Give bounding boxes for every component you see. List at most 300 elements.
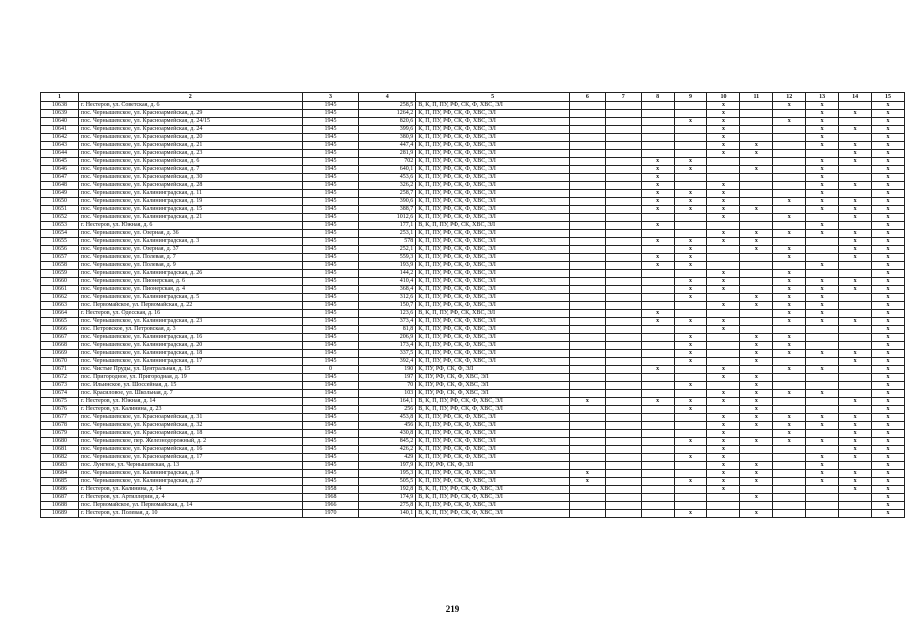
mark-cell — [773, 454, 806, 462]
year-cell: 1945 — [302, 462, 359, 470]
mark-cell: x — [707, 150, 740, 158]
mark-cell: x — [707, 302, 740, 310]
year-cell: 1945 — [302, 174, 359, 182]
address-cell: пос. Чистые Пруды, ул. Центральная, д. 15 — [78, 366, 302, 374]
mark-cell — [773, 486, 806, 494]
mark-cell: x — [707, 478, 740, 486]
mark-cell — [740, 198, 773, 206]
year-cell: 1945 — [302, 294, 359, 302]
mark-cell: x — [740, 470, 773, 478]
mark-cell: x — [707, 438, 740, 446]
mark-cell — [740, 502, 773, 510]
mark-cell — [773, 206, 806, 214]
mark-cell — [605, 110, 641, 118]
table-row — [41, 270, 905, 278]
mark-cell: x — [641, 254, 674, 262]
mark-cell: x — [806, 286, 839, 294]
mark-cell: x — [839, 158, 872, 166]
mark-cell — [707, 406, 740, 414]
mark-cell — [641, 126, 674, 134]
systems-cell: К, П, ПУ, РФ, СК, Ф, ХВС, ЭЛ — [416, 262, 570, 270]
mark-cell — [839, 462, 872, 470]
address-cell: пос. Чернышевское, ул. Калининградская, д. 18 — [78, 350, 302, 358]
mark-cell — [569, 206, 605, 214]
year-cell: 1945 — [302, 446, 359, 454]
mark-cell — [773, 326, 806, 334]
mark-cell — [773, 462, 806, 470]
systems-cell: К, П, ПУ, РФ, СК, Ф, ХВС, ЭЛ — [416, 198, 570, 206]
year-cell: 1966 — [302, 502, 359, 510]
mark-cell — [605, 134, 641, 142]
mark-cell — [605, 438, 641, 446]
register-table-body — [41, 102, 905, 518]
mark-cell — [707, 502, 740, 510]
systems-cell: К, П, ПУ, РФ, СК, Ф, ХВС, ЭЛ — [416, 294, 570, 302]
mark-cell: x — [839, 246, 872, 254]
record-number-cell: 10648 — [41, 182, 79, 190]
mark-cell — [605, 270, 641, 278]
mark-cell — [773, 494, 806, 502]
year-cell: 1945 — [302, 270, 359, 278]
systems-cell: К, П, ПУ, РФ, СК, Ф, ХВС, ЭЛ — [416, 470, 570, 478]
mark-cell — [641, 214, 674, 222]
mark-cell: x — [872, 438, 905, 446]
mark-cell: x — [740, 302, 773, 310]
address-cell: пос. Чернышевское, ул. Озерная, д. 36 — [78, 230, 302, 238]
mark-cell — [839, 326, 872, 334]
mark-cell: x — [641, 398, 674, 406]
mark-cell — [641, 102, 674, 110]
year-cell: 1945 — [302, 134, 359, 142]
area-cell: 1012,6 — [359, 214, 416, 222]
table-row — [41, 294, 905, 302]
record-number-cell: 10665 — [41, 318, 79, 326]
mark-cell: x — [707, 238, 740, 246]
mark-cell: x — [707, 486, 740, 494]
table-row — [41, 406, 905, 414]
year-cell: 1945 — [302, 278, 359, 286]
mark-cell: x — [707, 214, 740, 222]
column-number-header: 15 — [872, 93, 905, 102]
mark-cell — [569, 502, 605, 510]
systems-cell: К, П, ПУ, РФ, СК, Ф, ХВС, ЭЛ — [416, 422, 570, 430]
systems-cell: К, П, ПУ, РФ, СК, Ф, ХВС, ЭЛ — [416, 430, 570, 438]
column-number-header: 2 — [78, 93, 302, 102]
column-number-header: 3 — [302, 93, 359, 102]
mark-cell: x — [839, 454, 872, 462]
year-cell: 1945 — [302, 102, 359, 110]
mark-cell: x — [707, 102, 740, 110]
mark-cell: x — [674, 350, 707, 358]
mark-cell: x — [872, 302, 905, 310]
mark-cell — [740, 318, 773, 326]
record-number-cell: 10669 — [41, 350, 79, 358]
systems-cell: К, П, ПУ, РФ, СК, Ф, ХВС, ЭЛ — [416, 350, 570, 358]
mark-cell: x — [872, 158, 905, 166]
mark-cell: x — [641, 318, 674, 326]
mark-cell: x — [806, 174, 839, 182]
record-number-cell: 10677 — [41, 414, 79, 422]
mark-cell — [806, 502, 839, 510]
address-cell: пос. Чернышевское, ул. Красноармейская, д. 17 — [78, 454, 302, 462]
mark-cell: x — [806, 366, 839, 374]
mark-cell: x — [806, 462, 839, 470]
address-cell: пос. Чернышевское, ул. Калининградская, д. 15 — [78, 206, 302, 214]
mark-cell — [740, 214, 773, 222]
mark-cell: x — [872, 198, 905, 206]
mark-cell — [674, 486, 707, 494]
mark-cell: x — [839, 142, 872, 150]
record-number-cell: 10654 — [41, 230, 79, 238]
table-row — [41, 462, 905, 470]
systems-cell: К, П, ПУ, РФ, СК, Ф, ХВС, ЭЛ — [416, 342, 570, 350]
mark-cell — [674, 102, 707, 110]
mark-cell: x — [872, 118, 905, 126]
area-cell: 192,8 — [359, 486, 416, 494]
mark-cell: x — [674, 278, 707, 286]
column-number-header: 14 — [839, 93, 872, 102]
mark-cell: x — [872, 246, 905, 254]
mark-cell: x — [569, 478, 605, 486]
mark-cell: x — [872, 214, 905, 222]
area-cell: 197,9 — [359, 462, 416, 470]
mark-cell — [839, 406, 872, 414]
mark-cell — [641, 446, 674, 454]
mark-cell: x — [773, 334, 806, 342]
mark-cell — [569, 310, 605, 318]
area-cell: 177,1 — [359, 222, 416, 230]
mark-cell — [569, 326, 605, 334]
year-cell: 1958 — [302, 486, 359, 494]
table-row — [41, 398, 905, 406]
year-cell: 1945 — [302, 190, 359, 198]
area-cell: 388,7 — [359, 206, 416, 214]
mark-cell: x — [872, 110, 905, 118]
mark-cell — [839, 510, 872, 518]
mark-cell — [641, 302, 674, 310]
mark-cell — [641, 350, 674, 358]
address-cell: пос. Чернышевское, ул. Калининградская, д. 23 — [78, 318, 302, 326]
mark-cell — [773, 126, 806, 134]
column-number-header: 5 — [416, 93, 570, 102]
systems-cell: К, ПУ, РФ, СК, Ф, ЭЛ — [416, 462, 570, 470]
table-row — [41, 494, 905, 502]
mark-cell — [773, 382, 806, 390]
mark-cell — [641, 470, 674, 478]
mark-cell: x — [773, 254, 806, 262]
mark-cell: x — [839, 198, 872, 206]
mark-cell: x — [641, 166, 674, 174]
area-cell: 430,8 — [359, 430, 416, 438]
address-cell: пос. Чернышевское, ул. Красноармейская, д. 21 — [78, 142, 302, 150]
column-number-header: 11 — [740, 93, 773, 102]
record-number-cell: 10650 — [41, 198, 79, 206]
year-cell: 1945 — [302, 286, 359, 294]
mark-cell: x — [674, 454, 707, 462]
systems-cell: К, П, ПУ, РФ, СК, Ф, ХВС, ЭЛ — [416, 414, 570, 422]
systems-cell: К, П, ПУ, РФ, СК, Ф, ХВС, ЭЛ — [416, 438, 570, 446]
mark-cell: x — [674, 190, 707, 198]
table-row — [41, 430, 905, 438]
address-cell: пос. Чернышевское, ул. Калининградская, д. 27 — [78, 478, 302, 486]
area-cell: 81,8 — [359, 326, 416, 334]
area-cell: 456 — [359, 422, 416, 430]
systems-cell: К, П, ПУ, РФ, СК, Ф, ХВС, ЭЛ — [416, 214, 570, 222]
record-number-cell: 10663 — [41, 302, 79, 310]
area-cell: 326,2 — [359, 182, 416, 190]
mark-cell — [605, 246, 641, 254]
mark-cell — [641, 110, 674, 118]
mark-cell: x — [806, 390, 839, 398]
record-number-cell: 10689 — [41, 510, 79, 518]
mark-cell: x — [674, 510, 707, 518]
address-cell: пос. Первомайское, ул. Первомайская, д. 14 — [78, 502, 302, 510]
systems-cell: К, П, ПУ, РФ, СК, Ф, ХВС, ЭЛ — [416, 302, 570, 310]
mark-cell — [569, 174, 605, 182]
mark-cell — [641, 438, 674, 446]
mark-cell — [605, 174, 641, 182]
mark-cell: x — [641, 366, 674, 374]
mark-cell — [641, 118, 674, 126]
year-cell: 1945 — [302, 254, 359, 262]
mark-cell — [569, 390, 605, 398]
column-number-header: 4 — [359, 93, 416, 102]
mark-cell — [569, 126, 605, 134]
column-number-header: 8 — [641, 93, 674, 102]
mark-cell: x — [839, 110, 872, 118]
area-cell: 164,1 — [359, 398, 416, 406]
mark-cell — [806, 374, 839, 382]
mark-cell — [773, 150, 806, 158]
mark-cell — [773, 446, 806, 454]
mark-cell — [605, 398, 641, 406]
mark-cell — [839, 390, 872, 398]
page-number: 219 — [445, 604, 460, 614]
mark-cell: x — [839, 350, 872, 358]
mark-cell — [740, 222, 773, 230]
mark-cell — [740, 446, 773, 454]
year-cell: 1945 — [302, 238, 359, 246]
mark-cell — [839, 270, 872, 278]
mark-cell: x — [707, 110, 740, 118]
record-number-cell: 10645 — [41, 158, 79, 166]
mark-cell — [605, 294, 641, 302]
systems-cell: К, ПУ, РФ, СК, Ф, ХВС, ЭЛ — [416, 374, 570, 382]
mark-cell: x — [641, 238, 674, 246]
year-cell: 1945 — [302, 198, 359, 206]
mark-cell — [641, 406, 674, 414]
mark-cell — [641, 414, 674, 422]
mark-cell: x — [569, 470, 605, 478]
mark-cell: x — [674, 334, 707, 342]
mark-cell: x — [641, 190, 674, 198]
address-cell: пос. Чернышевское, ул. Калининградская, д. 20 — [78, 342, 302, 350]
mark-cell: x — [806, 134, 839, 142]
mark-cell — [839, 502, 872, 510]
mark-cell: x — [740, 294, 773, 302]
mark-cell — [773, 406, 806, 414]
address-cell: пос. Чернышевское, ул. Красноармейская, д. 32 — [78, 422, 302, 430]
mark-cell: x — [872, 182, 905, 190]
register-table — [40, 92, 905, 518]
year-cell: 1945 — [302, 126, 359, 134]
mark-cell: x — [872, 342, 905, 350]
mark-cell — [641, 270, 674, 278]
mark-cell: x — [773, 118, 806, 126]
mark-cell: x — [773, 366, 806, 374]
mark-cell — [806, 334, 839, 342]
mark-cell — [806, 430, 839, 438]
mark-cell: x — [806, 278, 839, 286]
year-cell: 1945 — [302, 438, 359, 446]
mark-cell: x — [740, 422, 773, 430]
area-cell: 337,5 — [359, 350, 416, 358]
address-cell: пос. Чернышевское, ул. Красноармейская, д. 28 — [78, 182, 302, 190]
table-row — [41, 302, 905, 310]
mark-cell — [605, 102, 641, 110]
area-cell: 1264,2 — [359, 110, 416, 118]
mark-cell: x — [674, 342, 707, 350]
mark-cell — [605, 454, 641, 462]
table-row — [41, 206, 905, 214]
record-number-cell: 10657 — [41, 254, 79, 262]
mark-cell — [674, 174, 707, 182]
mark-cell: x — [740, 382, 773, 390]
year-cell: 1945 — [302, 222, 359, 230]
systems-cell: К, П, ПУ, РФ, СК, Ф, ХВС, ЭЛ — [416, 190, 570, 198]
mark-cell — [641, 510, 674, 518]
mark-cell: x — [707, 182, 740, 190]
record-number-cell: 10659 — [41, 270, 79, 278]
mark-cell: x — [707, 462, 740, 470]
table-row — [41, 174, 905, 182]
mark-cell — [674, 310, 707, 318]
area-cell: 258,5 — [359, 102, 416, 110]
mark-cell: x — [872, 334, 905, 342]
mark-cell — [569, 182, 605, 190]
mark-cell: x — [806, 222, 839, 230]
mark-cell: x — [872, 278, 905, 286]
mark-cell — [641, 278, 674, 286]
mark-cell — [641, 478, 674, 486]
mark-cell: x — [839, 470, 872, 478]
record-number-cell: 10661 — [41, 286, 79, 294]
mark-cell: x — [806, 126, 839, 134]
mark-cell — [605, 262, 641, 270]
record-number-cell: 10682 — [41, 454, 79, 462]
mark-cell — [740, 278, 773, 286]
record-number-cell: 10644 — [41, 150, 79, 158]
mark-cell: x — [773, 438, 806, 446]
mark-cell — [569, 222, 605, 230]
address-cell: г. Нестеров, ул. Полевая, д. 10 — [78, 510, 302, 518]
mark-cell — [605, 510, 641, 518]
table-row — [41, 326, 905, 334]
address-cell: пос. Чернышевское, ул. Красноармейская, д. 29 — [78, 110, 302, 118]
address-cell: г. Нестеров, ул. Южная, д. 14 — [78, 398, 302, 406]
mark-cell — [806, 326, 839, 334]
mark-cell: x — [806, 454, 839, 462]
mark-cell — [773, 158, 806, 166]
systems-cell: В, К, П, ПУ, РФ, СК, ХВС, ЭЛ — [416, 310, 570, 318]
mark-cell: x — [872, 350, 905, 358]
mark-cell — [674, 374, 707, 382]
address-cell: пос. Пригородное, ул. Пригородная, д. 19 — [78, 374, 302, 382]
area-cell: 559,3 — [359, 254, 416, 262]
mark-cell — [569, 246, 605, 254]
mark-cell: x — [872, 174, 905, 182]
table-row — [41, 478, 905, 486]
systems-cell: К, ПУ, РФ, СК, Ф, ЭЛ — [416, 366, 570, 374]
mark-cell — [605, 230, 641, 238]
mark-cell: x — [872, 254, 905, 262]
table-row — [41, 454, 905, 462]
mark-cell — [605, 126, 641, 134]
mark-cell: x — [839, 478, 872, 486]
mark-cell — [773, 374, 806, 382]
mark-cell: x — [740, 246, 773, 254]
systems-cell: К, П, ПУ, РФ, СК, Ф, ХВС, ЭЛ — [416, 118, 570, 126]
mark-cell — [605, 390, 641, 398]
mark-cell — [806, 246, 839, 254]
mark-cell — [641, 142, 674, 150]
mark-cell — [740, 262, 773, 270]
mark-cell — [569, 110, 605, 118]
mark-cell — [674, 462, 707, 470]
address-cell: пос. Чернышевское, ул. Полевая, д. 7 — [78, 254, 302, 262]
mark-cell — [641, 454, 674, 462]
mark-cell — [674, 182, 707, 190]
address-cell: г. Нестеров, ул. Советская, д. 6 — [78, 102, 302, 110]
mark-cell — [806, 342, 839, 350]
year-cell: 1945 — [302, 430, 359, 438]
mark-cell — [839, 382, 872, 390]
table-row — [41, 230, 905, 238]
mark-cell — [839, 294, 872, 302]
mark-cell — [740, 134, 773, 142]
mark-cell: x — [674, 294, 707, 302]
column-number-header: 7 — [605, 93, 641, 102]
mark-cell — [707, 158, 740, 166]
mark-cell: x — [839, 430, 872, 438]
mark-cell — [740, 174, 773, 182]
area-cell: 123,6 — [359, 310, 416, 318]
year-cell: 1945 — [302, 342, 359, 350]
mark-cell — [707, 166, 740, 174]
systems-cell: К, П, ПУ, РФ, СК, Ф, ХВС, ЭЛ — [416, 182, 570, 190]
mark-cell: x — [674, 438, 707, 446]
mark-cell: x — [872, 390, 905, 398]
area-cell: 275,8 — [359, 502, 416, 510]
mark-cell — [839, 262, 872, 270]
mark-cell — [569, 366, 605, 374]
table-row — [41, 502, 905, 510]
address-cell: пос. Чернышевское, ул. Калининградская, д. 16 — [78, 334, 302, 342]
mark-cell — [569, 462, 605, 470]
mark-cell: x — [674, 398, 707, 406]
mark-cell: x — [773, 414, 806, 422]
mark-cell: x — [806, 230, 839, 238]
mark-cell — [839, 118, 872, 126]
mark-cell — [569, 486, 605, 494]
mark-cell: x — [806, 318, 839, 326]
area-cell: 380,9 — [359, 134, 416, 142]
mark-cell: x — [740, 414, 773, 422]
mark-cell — [605, 166, 641, 174]
mark-cell — [569, 318, 605, 326]
address-cell: пос. Чернышевское, ул. Красноармейская, д. 30 — [78, 174, 302, 182]
address-cell: пос. Чернышевское, ул. Пионерская, д. 4 — [78, 286, 302, 294]
